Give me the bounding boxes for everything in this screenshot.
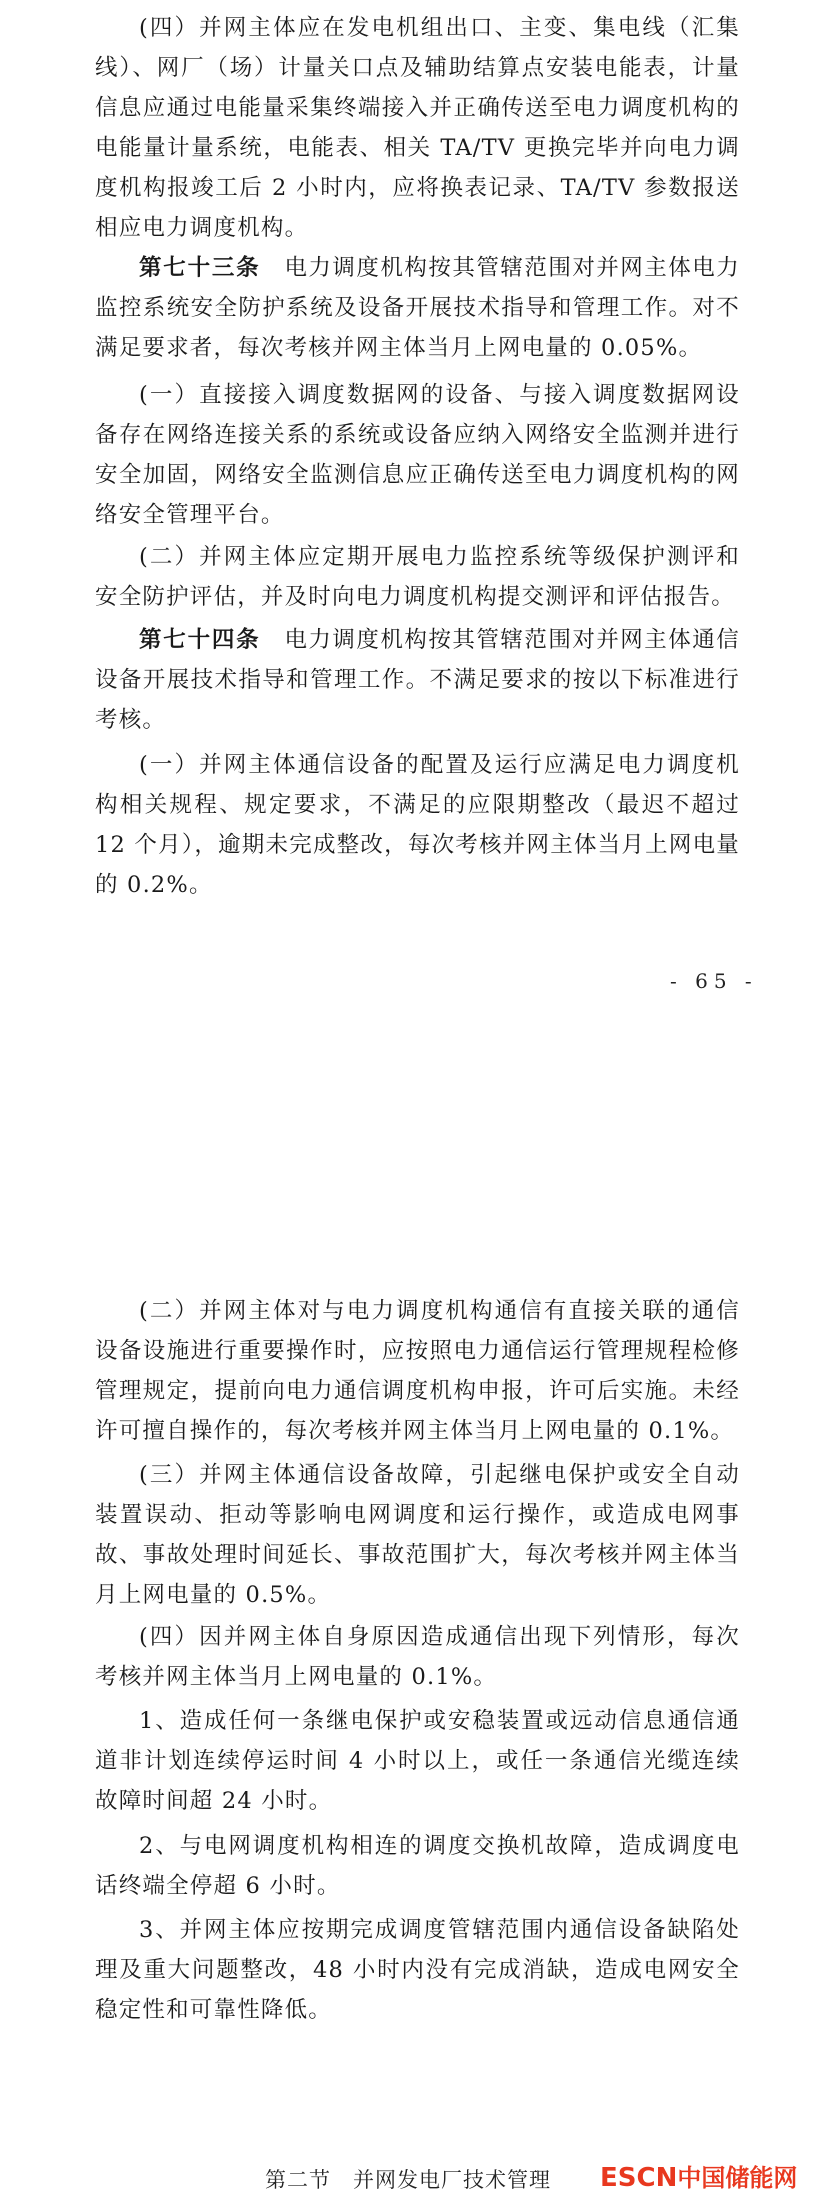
page-number: - 65 - xyxy=(670,969,758,993)
article-74 xyxy=(95,620,740,740)
paragraph-text: (四）因并网主体自身原因造成通信出现下列情形，每次考核并网主体当月上网电量的 0.1%。 xyxy=(95,1624,740,1690)
paragraph-text: (一）并网主体通信设备的配置及运行应满足电力调度机构相关规程、规定要求，不满足的应限期整改（最迟不超过 12 个月），逾期未完成整改，每次考核并网主体当月上网电量的 0.2%。 xyxy=(95,752,740,898)
article-73-body: 电力调度机构按其管辖范围对并网主体电力监控系统安全防护系统及设备开展技术指导和管理工作。对不满足要求者，每次考核并网主体当月上网电量的 0.05%。 xyxy=(95,255,740,361)
paragraph-text: (一）直接接入调度数据网的设备、与接入调度数据网设备存在网络连接关系的系统或设备应纳入网络安全监测并进行安全加固，网络安全监测信息应正确传送至电力调度机构的网络安全管理平台。 xyxy=(95,382,740,528)
article-73-heading: 第七十三条 xyxy=(139,255,261,281)
paragraph-two-assessment xyxy=(95,537,740,617)
article-74-text xyxy=(95,620,740,740)
logo-chinese: 中国储能网 xyxy=(677,2164,798,2192)
list-item-text: 3、并网主体应按期完成调度管辖范围内通信设备缺陷处理及重大问题整改，48 小时内没有完成消缺，造成电网安全稳定性和可靠性降低。 xyxy=(95,1917,740,2023)
logo-latin: ESCN xyxy=(600,2163,678,2193)
list-item-3 xyxy=(95,1910,740,2030)
paragraph-text: (二）并网主体对与电力调度机构通信有直接关联的通信设备设施进行重要操作时，应按照电力通信运行管理规程检修管理规定，提前向电力通信调度机构申报，许可后实施。未经许可擅自操作的，每次考核并网主体当月上网电量的 0.1%。 xyxy=(95,1298,740,1444)
section-title: 第二节 并网发电厂技术管理 xyxy=(265,2168,551,2192)
paragraph-one-communication xyxy=(95,745,740,905)
paragraph-text: (三）并网主体通信设备故障，引起继电保护或安全自动装置误动、拒动等影响电网调度和运行操作，或造成电网事故、事故处理时间延长、事故范围扩大，每次考核并网主体当月上网电量的 0.5%。 xyxy=(95,1462,740,1608)
paragraph-four-situations xyxy=(95,1617,740,1697)
escn-logo xyxy=(600,2158,797,2193)
paragraph-text: (二）并网主体应定期开展电力监控系统等级保护测评和安全防护评估，并及时向电力调度机构提交测评和评估报告。 xyxy=(95,544,740,610)
article-73-text xyxy=(95,248,740,368)
article-74-heading: 第七十四条 xyxy=(139,627,261,653)
article-73 xyxy=(95,248,740,368)
list-item-text: 1、造成任何一条继电保护或安稳装置或远动信息通信通道非计划连续停运时间 4 小时以上，或任一条通信光缆连续故障时间超 24 小时。 xyxy=(95,1708,740,1814)
paragraph-text: (四）并网主体应在发电机组出口、主变、集电线（汇集线）、网厂（场）计量关口点及辅助结算点安装电能表，计量信息应通过电能量采集终端接入并正确传送至电力调度机构的电能量计量系统，电能表、相关 TA/TV 更换完毕并向电力调度机构报竣工后 2 小时内，应将换表记录、TA/TV 参数报送相应电力调度机构。 xyxy=(95,15,740,241)
paragraph-one-network-security xyxy=(95,375,740,535)
paragraph-two-operation xyxy=(95,1291,740,1451)
list-item-1 xyxy=(95,1701,740,1821)
list-item-2 xyxy=(95,1826,740,1906)
paragraph-three-fault xyxy=(95,1455,740,1615)
article-74-body: 电力调度机构按其管辖范围对并网主体通信设备开展技术指导和管理工作。不满足要求的按以下标准进行考核。 xyxy=(95,627,740,733)
paragraph-four-metering xyxy=(95,8,740,248)
list-item-text: 2、与电网调度机构相连的调度交换机故障，造成调度电话终端全停超 6 小时。 xyxy=(95,1833,740,1899)
